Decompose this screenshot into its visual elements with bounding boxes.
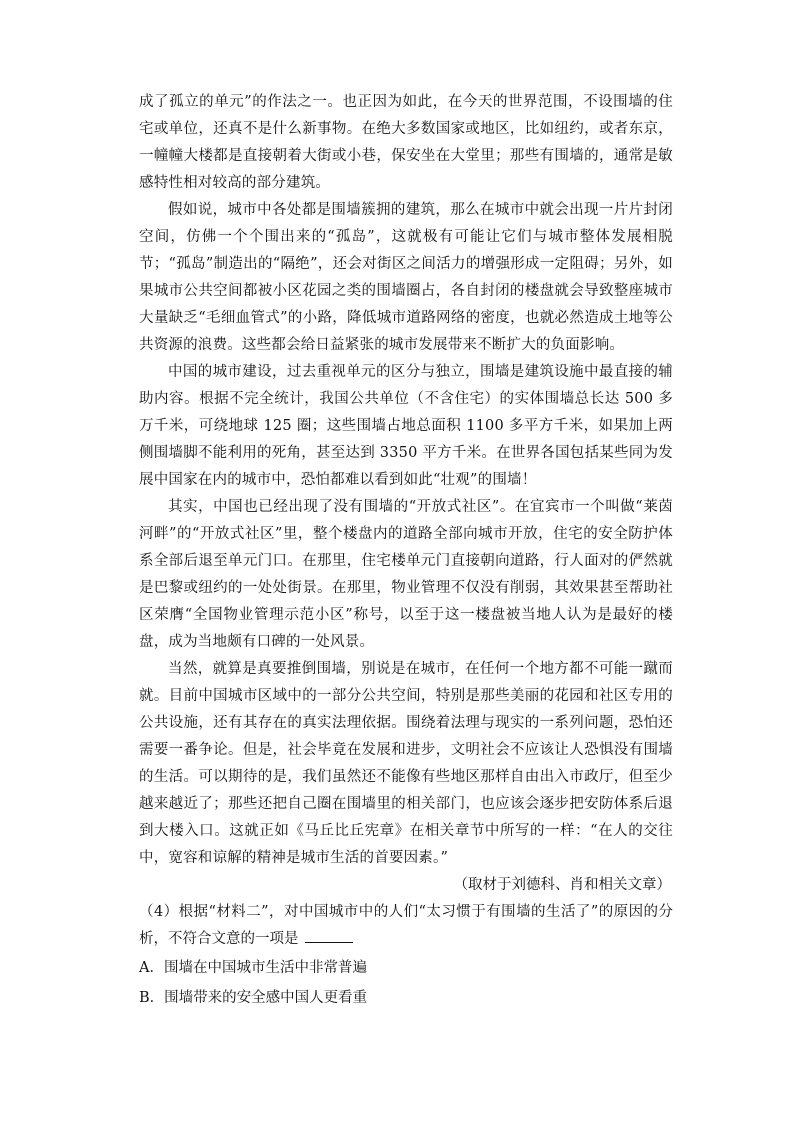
option-a[interactable]: A．围墙在中国城市生活中非常普遍 bbox=[139, 960, 367, 976]
paragraph-2: 假如说，城市中各处都是围墙簇拥的建筑，那么在城市中就会出现一片片封闭空间，仿佛一个个围出来的“孤岛”，这就极有可能让它们与城市整体发展相脱节；“孤岛”制造出的“隔绝”，还会对街区之间活力的增强形成一定阻碍；另外，如果城市公共空间都被小区花园之类的围墙圈占，各自封闭的楼盘就会导致整座城市大量缺乏“毛细血管式”的小路，降低城市道路网络的密度，也就必然造成土地等公共资源的浪费。这些都会给日益紧张的城市发展带来不断扩大的负面影响。 bbox=[139, 202, 673, 353]
paragraph-5: 当然，就算是真要推倒围墙，别说是在城市，在任何一个地方都不可能一蹴而就。目前中国城市区域中的一部分公共空间，特别是那些美丽的花园和社区专用的公共设施，还有其存在的真实法理依据。围绕着法理与现实的一系列问题，恐怕还需要一番争论。但是，社会毕竟在发展和进步，文明社会不应该让人恐惧没有围墙的生活。可以期待的是，我们虽然还不能像有些地区那样自由出入市政厅，但至少越来越近了；那些还把自己圈在围墙里的相关部门，也应该会逐步把安防体系后退到大楼入口。这就正如《马丘比丘宪章》在相关章节中所写的一样：“在人的交往中，宽容和谅解的精神是城市生活的首要因素。” bbox=[139, 661, 673, 866]
source-citation: （取材于刘德科、肖和相关文章） bbox=[453, 877, 671, 893]
option-b[interactable]: B．围墙带来的安全感中国人更看重 bbox=[139, 990, 368, 1006]
paragraph-4: 其实，中国也已经出现了没有围墙的“开放式社区”。在宜宾市一个叫做“莱茵河畔”的“开放式社区”里，整个楼盘内的道路全部向城市开放，住宅的安全防护体系全部后退至单元门口。在那里，住宅楼单元门直接朝向道路，行人面对的俨然就是巴黎或纽约的一处处街景。在那里，物业管理不仅没有削弱，其效果甚至帮助社区荣膺“全国物业管理示范小区”称号，以至于这一楼盘被当地人认为是最好的楼盘，成为当地颇有口碑的一处风景。 bbox=[139, 499, 673, 650]
question-4 bbox=[139, 899, 673, 953]
answer-blank[interactable] bbox=[305, 928, 353, 943]
paragraph-3: 中国的城市建设，过去重视单元的区分与独立，围墙是建筑设施中最直接的辅助内容。根据不完全统计，我国公共单位（不含住宅）的实体围墙总长达 500 多万千米，可绕地球 125 圈；这些围墙占地总面积 1100 多平方千米，如果加上两侧围墙脚不能利用的死角，甚至达到 3350 平方千米。在世界各国包括某些同为发展中国家在内的城市中，恐怕都难以看到如此“壮观”的围墙！ bbox=[139, 364, 673, 488]
paragraph-1: 成了孤立的单元”的作法之一。也正因为如此，在今天的世界范围，不设围墙的住宅或单位，还真不是什么新事物。在绝大多数国家或地区，比如纽约，或者东京，一幢幢大楼都是直接朝着大街或小巷，保安坐在大堂里；那些有围墙的，通常是敏感特性相对较高的部分建筑。 bbox=[139, 94, 673, 191]
document-page bbox=[139, 89, 673, 1013]
question-text: （4）根据“材料二”，对中国城市中的人们“太习惯于有围墙的生活了”的原因的分析，不符合文意的一项是 bbox=[139, 904, 673, 947]
